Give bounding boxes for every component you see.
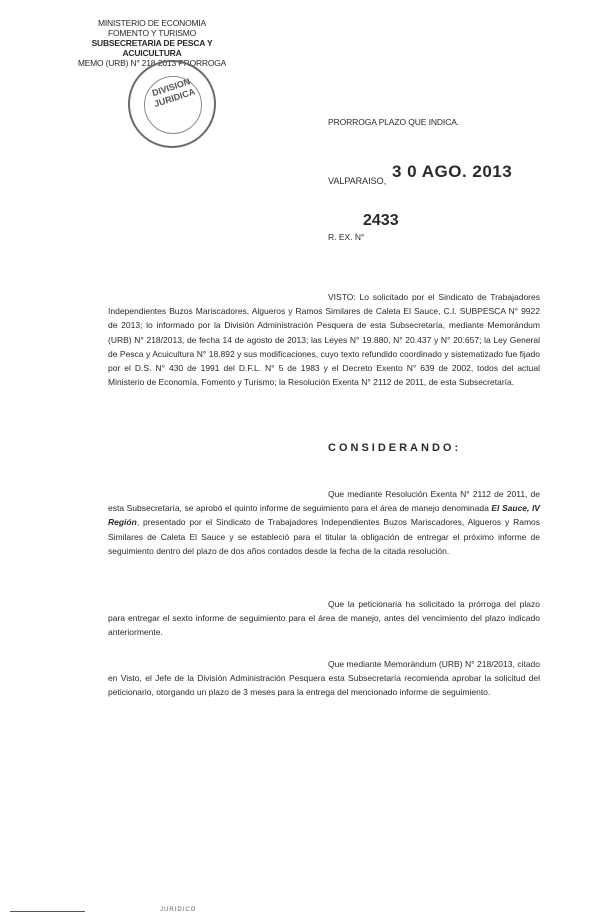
letterhead-ministry: MINISTERIO DE ECONOMIA (98, 18, 206, 28)
considerando-1-area-name: El Sauce, IV Región (108, 503, 540, 528)
letterhead (62, 18, 242, 68)
stamp-label: DIVISION JURIDICA (150, 76, 197, 110)
document-subject: PRORROGA PLAZO QUE INDICA. (328, 117, 460, 127)
letterhead-fomento: FOMENTO Y TURISMO (107, 28, 197, 38)
letterhead-subsecretaria: SUBSECRETARIA DE PESCA Y ACUICULTURA (91, 38, 213, 58)
resolution-number: 2433 (363, 212, 399, 229)
considerando-heading: CONSIDERANDO: (328, 442, 462, 454)
letterhead-memo: MEMO (URB) N° 218-2013 PRORROGA (77, 58, 227, 68)
official-stamp (128, 60, 216, 148)
considerando-1-text-a: Que mediante Resolución Exenta N° 2112 de 2011, de esta Subsecretaría, se aprobó el quinto informe de seguimiento para el área de manejo denominada (108, 489, 540, 514)
date-value: 3 0 AGO. 2013 (392, 162, 513, 181)
resolution-label: R. EX. N° (328, 232, 365, 242)
considerando-paragraph-3 (108, 657, 540, 700)
considerando-2-text: Que la peticionaria ha solicitado la prórroga del plazo para entregar el sexto informe de seguimiento para el área de manejo, antes del vencimiento del plazo indicado anteriormente. (108, 599, 540, 638)
visto-text: VISTO: Lo solicitado por el Sindicato de Trabajadores Independientes Buzos Mariscadores, Algueros y Ramos Similares de Caleta El Sauce, C.I. SUBPESCA N° 9922 de 2013; lo informado por la División Administración Pesquera de esta Subsecretaría, mediante Memorándum (URB) N° 218/2013, de fecha 14 de agosto de 2013; las Leyes N° 19.880, N° 20.437 y N° 20.657; la Ley General de Pesca y Acuicultura N° 18.892 y sus modificaciones, cuyo texto refundido coordinado y sistematizado fue fijado por el D.S. N° 430 de 1991 del D.F.L. N° 5 de 1983 y el Decreto Exento N° 639 de 2002, todos del actual Ministerio de Economía, Fomento y Turismo; la Resolución Exenta N° 2112 de 2011, de esta Subsecretaría. (108, 292, 540, 388)
date-label: VALPARAISO, (328, 176, 387, 186)
footer-text: JURIDICO (160, 907, 197, 913)
considerando-paragraph-1 (108, 487, 540, 558)
footer-rule (10, 911, 85, 912)
considerando-1-text-b: , presentado por el Sindicato de Trabajadores Independientes Buzos Mariscadores, Algueros y Ramos Similares de Caleta El Sauce y se estableció para el titular la obligación de entregar el próximo informe de seguimiento dentro del plazo de dos años contados desde la fecha de la citada resolución. (108, 517, 540, 556)
considerando-3-text: Que mediante Memorándum (URB) N° 218/2013, citado en Visto, el Jefe de la División Administración Pesquera esta Subsecretaría recomienda aprobar la solicitud del peticionario, otorgando un plazo de 3 meses para la entrega del mencionado informe de seguimiento. (108, 659, 540, 698)
considerando-paragraph-2 (108, 597, 540, 640)
visto-paragraph (108, 290, 540, 389)
